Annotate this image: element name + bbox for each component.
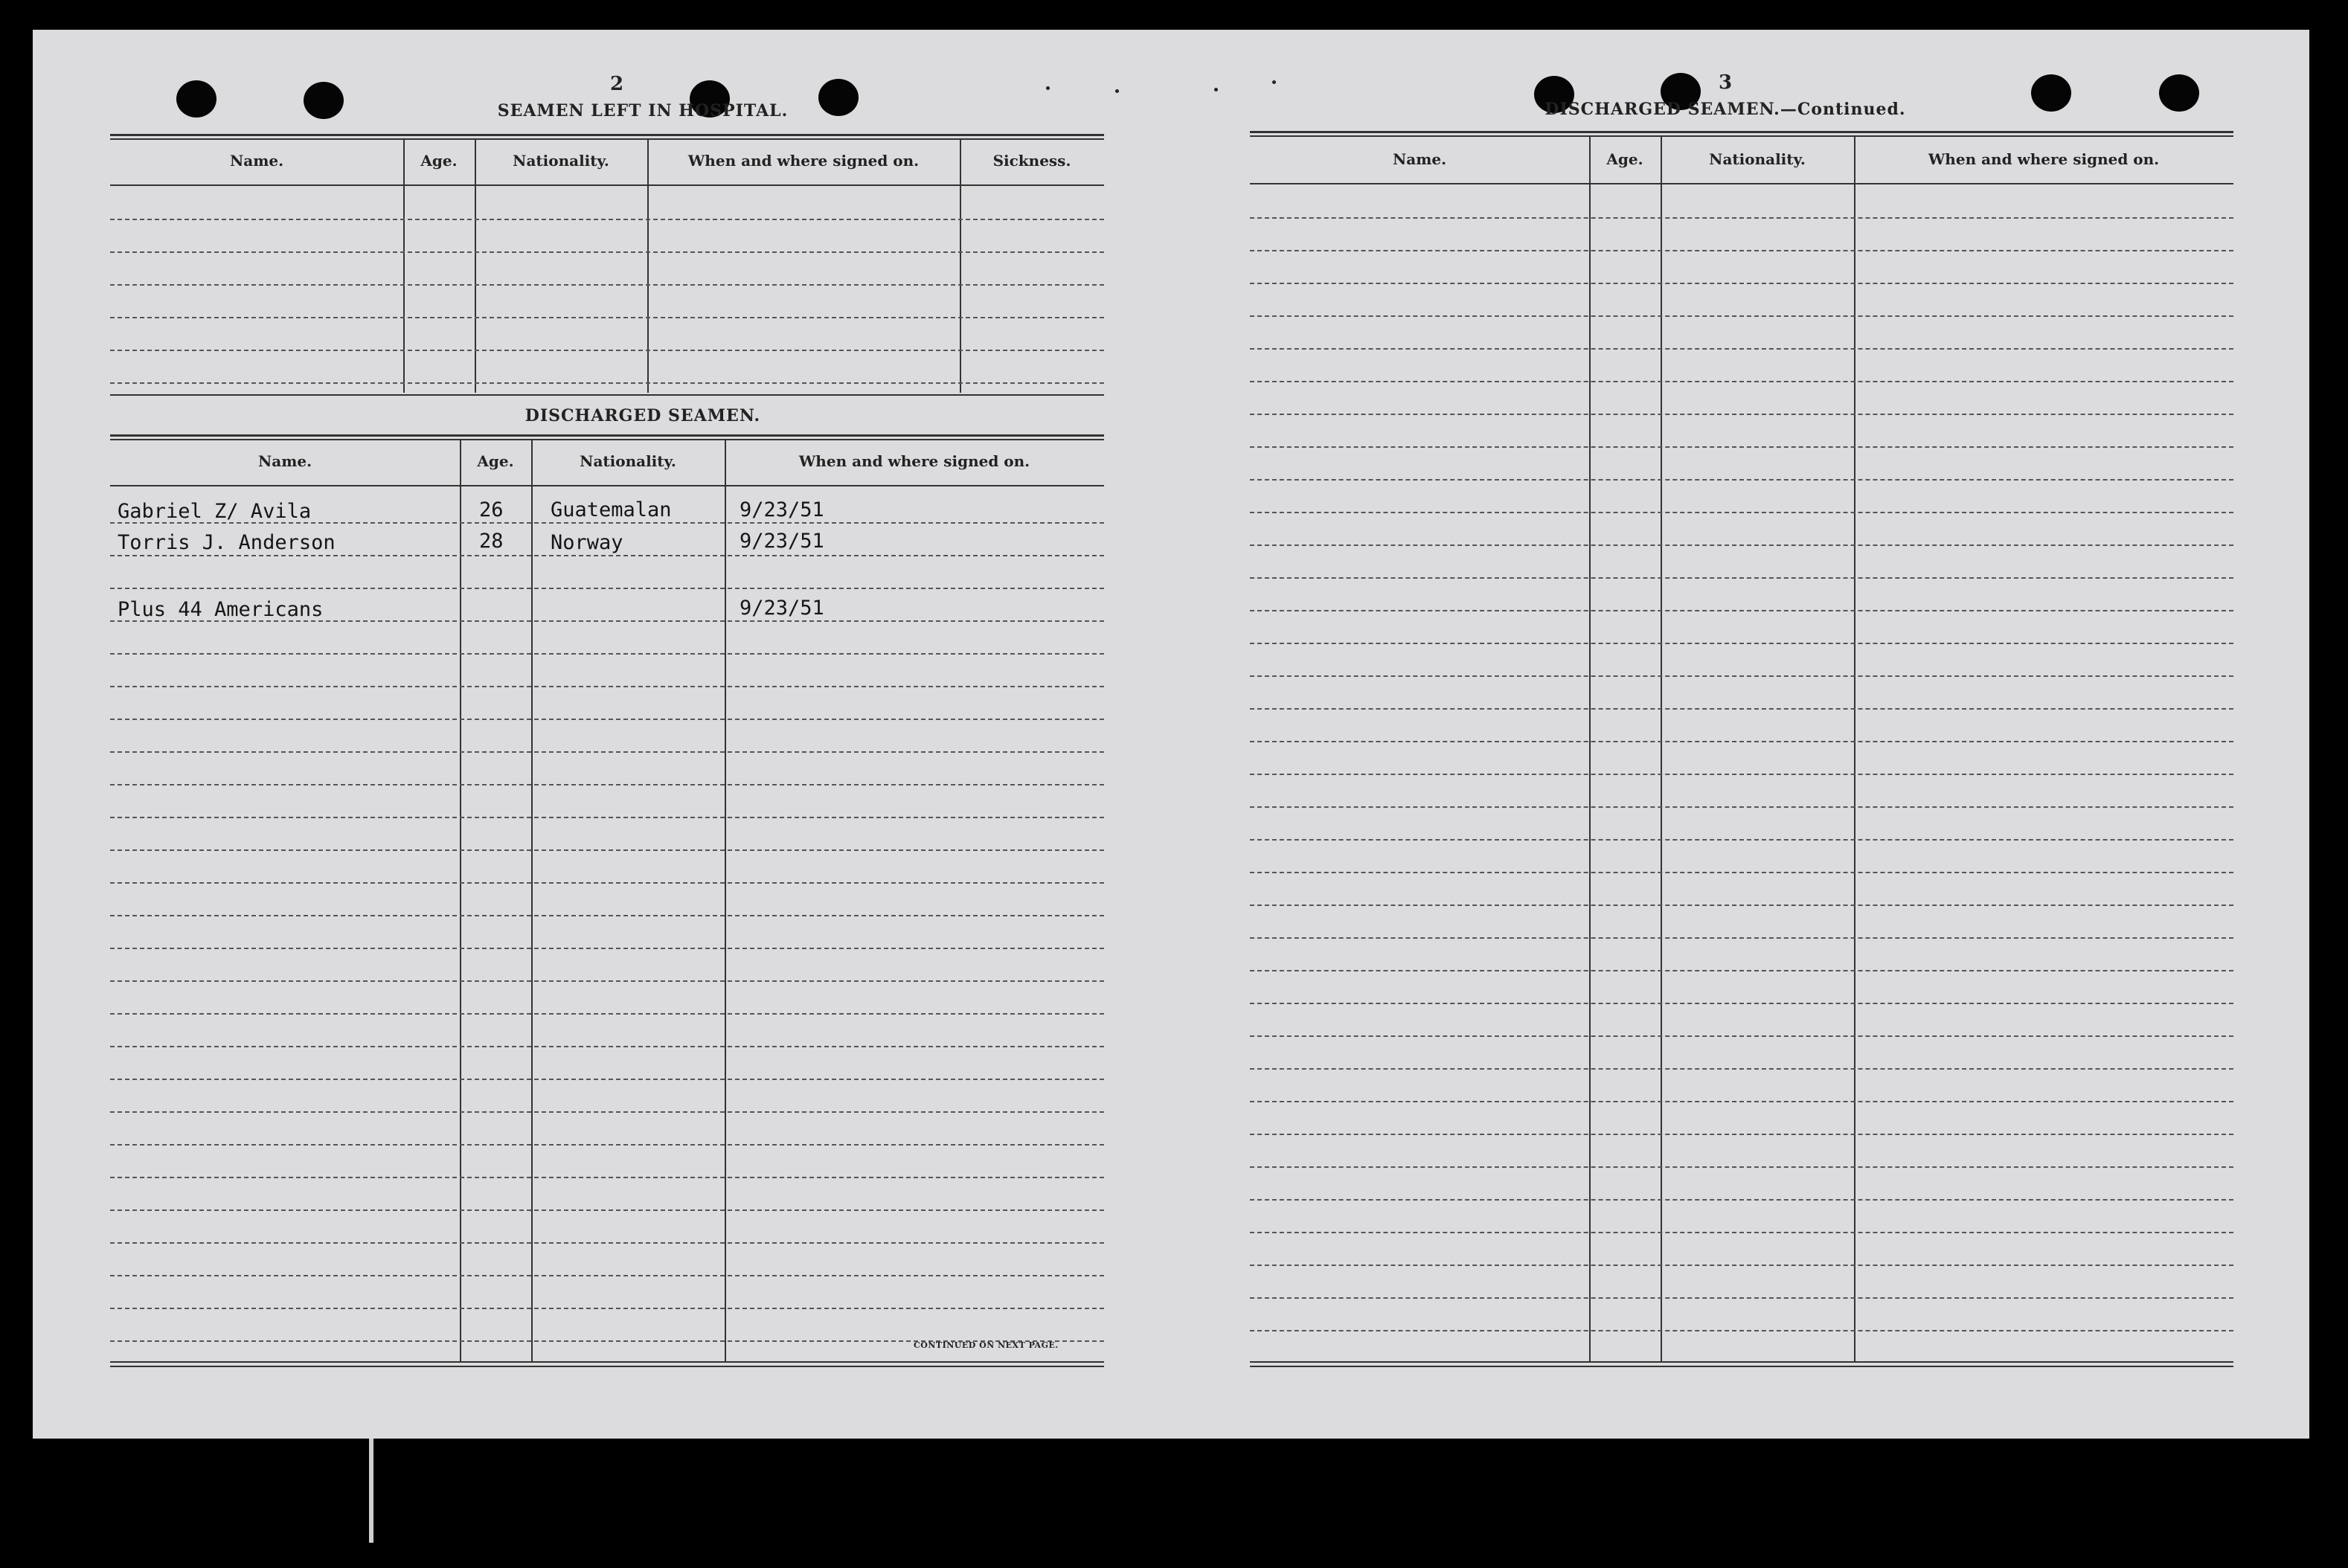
table-rule [110, 134, 1104, 136]
hospital-section-title: SEAMEN LEFT IN HOSPITAL. [497, 101, 789, 121]
column-header-sickness: Sickness. [992, 152, 1071, 170]
punch-hole [304, 82, 344, 119]
ink-speck [1214, 88, 1218, 91]
column-header-signed-on: When and where signed on. [1928, 150, 2160, 168]
ink-speck [1272, 80, 1276, 84]
column-header-nationality: Nationality. [580, 452, 676, 470]
column-divider [647, 140, 649, 393]
row-rule [110, 350, 1104, 351]
crew-name: Gabriel Z/ Avila [118, 500, 312, 523]
punch-hole [2031, 74, 2071, 112]
discharged-continued-title: DISCHARGED SEAMEN.—Continued. [1545, 100, 1906, 119]
discharged-section-title: DISCHARGED SEAMEN. [525, 406, 761, 425]
table-rule [110, 138, 1104, 140]
column-header-age: Age. [477, 452, 514, 470]
column-header-signed-on: When and where signed on. [687, 152, 920, 170]
column-header-name: Name. [229, 152, 284, 170]
table-rule [110, 485, 1104, 486]
paper-stub [369, 1439, 373, 1543]
crew-signed-on: 9/23/51 [740, 498, 824, 521]
column-divider [960, 140, 961, 393]
column-header-age: Age. [1606, 150, 1643, 168]
ink-speck [1115, 89, 1119, 93]
row-rule [110, 284, 1104, 286]
ledger-sheet [33, 30, 2309, 1439]
table-rule [1250, 1361, 2233, 1363]
row-rule [110, 219, 1104, 220]
column-divider [1589, 137, 1591, 1361]
column-divider [531, 440, 533, 1361]
row-rule [110, 317, 1104, 318]
table-rule [110, 394, 1104, 396]
column-divider [403, 140, 405, 393]
punch-hole [176, 80, 216, 118]
table-rule [110, 1366, 1104, 1367]
table-rule [110, 184, 1104, 186]
row-rule [110, 382, 1104, 384]
column-divider [725, 440, 726, 1361]
table-rule [110, 434, 1104, 437]
crew-age: 28 [479, 530, 504, 553]
crew-name: Plus 44 Americans [118, 598, 324, 621]
column-header-name: Name. [1392, 150, 1447, 168]
row-rule [110, 251, 1104, 253]
ink-speck [1046, 86, 1050, 90]
crew-nationality: Guatemalan [551, 498, 672, 521]
table-rule [110, 1361, 1104, 1363]
column-header-name: Name. [257, 452, 312, 470]
column-header-nationality: Nationality. [1709, 150, 1806, 168]
punch-hole [2159, 74, 2199, 112]
column-header-age: Age. [420, 152, 458, 170]
table-rule [1250, 131, 2233, 133]
column-header-nationality: Nationality. [513, 152, 609, 170]
crew-age: 26 [479, 498, 504, 521]
column-header-signed-on: When and where signed on. [798, 452, 1030, 470]
column-divider [475, 140, 476, 393]
crew-signed-on: 9/23/51 [740, 530, 824, 553]
continued-footer: CONTINUED ON NEXT PAGE. [914, 1340, 1059, 1350]
column-divider [1661, 137, 1662, 1361]
table-rule [110, 439, 1104, 440]
table-rule [1250, 1366, 2233, 1367]
crew-signed-on: 9/23/51 [740, 597, 824, 620]
page-number-left: 2 [609, 73, 624, 95]
column-divider [460, 440, 461, 1361]
crew-name: Torris J. Anderson [118, 531, 336, 554]
table-rule [1250, 183, 2233, 184]
table-rule [1250, 135, 2233, 137]
column-divider [1854, 137, 1855, 1361]
crew-nationality: Norway [551, 531, 623, 554]
page-number-right: 3 [1718, 71, 1733, 94]
